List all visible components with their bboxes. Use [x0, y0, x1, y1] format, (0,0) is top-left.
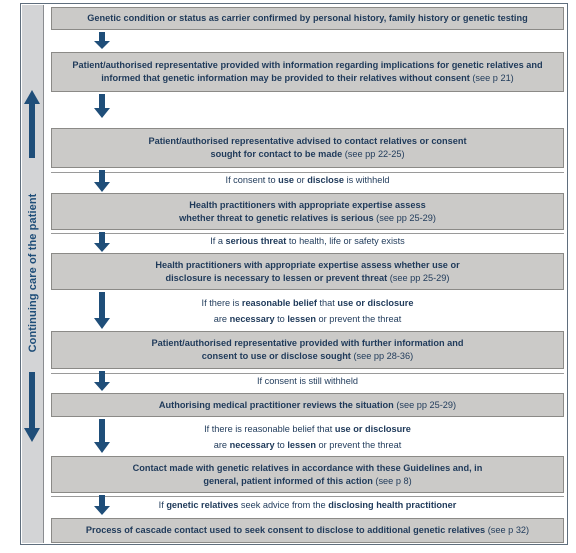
step-box-assess-disclosure-necessary: [51, 253, 564, 290]
connector-line: [51, 496, 564, 497]
down-arrow-icon: [94, 94, 110, 118]
step-text: Authorising medical practitioner reviews the situation: [158, 399, 394, 410]
page-reference: (see p 21): [472, 73, 514, 83]
condition-reasonable-belief-second: If there is reasonable belief that use or disclosure are necessary to lessen or prevent the threat: [204, 424, 411, 450]
page-reference: (see p 32): [487, 525, 530, 535]
step-box-authorising-practitioner-review: [51, 393, 564, 417]
step-text: Contact made with genetic relatives in accordance with these Guidelines and, in general, patient informed of this action: [132, 462, 483, 486]
step-text: Health practitioners with appropriate expertise assess whether use or disclosure is necessary to lessen or prevent threat: [155, 259, 460, 283]
page-reference: (see pp 25-29): [376, 212, 436, 223]
page-reference: (see pp 25-29): [389, 272, 450, 283]
step-box-information-provided: [51, 52, 564, 92]
condition-relatives-seek-advice: If genetic relatives seek advice from the disclosing health practitioner: [158, 500, 457, 510]
condition-reasonable-belief: If there is reasonable belief that use or disclosure are necessary to lessen or prevent the threat: [201, 298, 414, 324]
step-text: Health practitioners with appropriate expertise assess whether threat to genetic relatives is serious: [179, 199, 426, 223]
page-reference: (see pp 25-29): [396, 399, 457, 410]
connector-line: [51, 373, 564, 374]
step-text: Patient/authorised representative advised to contact relatives or consent sought for contact to be made: [148, 136, 467, 159]
step-box-further-information-consent: [51, 331, 564, 369]
page-reference: (see pp 28-36): [353, 351, 414, 361]
up-arrow-icon: [24, 90, 40, 158]
down-arrow-icon: [24, 372, 40, 442]
condition-consent-withheld: If consent to use or disclose is withheld: [225, 175, 390, 185]
down-arrow-icon: [94, 32, 110, 49]
connector-line: [51, 172, 564, 173]
step-box-cascade-contact: [51, 518, 564, 543]
condition-serious-threat: If a serious threat to health, life or safety exists: [210, 236, 405, 246]
step-box-contact-genetic-relatives: [51, 456, 564, 493]
step-box-advised-to-contact-relatives: [51, 128, 564, 168]
connector-line: [51, 233, 564, 234]
step-text: Patient/authorised representative provided with further information and consent to use or disclose sought: [151, 338, 464, 361]
condition-consent-still-withheld: If consent is still withheld: [256, 376, 359, 386]
step-box-assess-threat-serious: [51, 193, 564, 230]
step-text: Patient/authorised representative provided with information regarding implications for genetic relatives and informed that genetic information may be provided to their relatives without consent: [72, 60, 543, 83]
step-text: Genetic condition or status as carrier confirmed by personal history, family history or genetic testing: [87, 13, 528, 23]
page-reference: (see p 8): [375, 475, 412, 486]
step-box-genetic-condition-confirmed: [51, 7, 564, 30]
step-text: Process of cascade contact used to seek consent to disclose to additional genetic relatives: [85, 525, 486, 535]
sidebar-label: Continuing care of the patient: [27, 193, 39, 353]
page-reference: (see pp 22-25): [344, 149, 405, 159]
